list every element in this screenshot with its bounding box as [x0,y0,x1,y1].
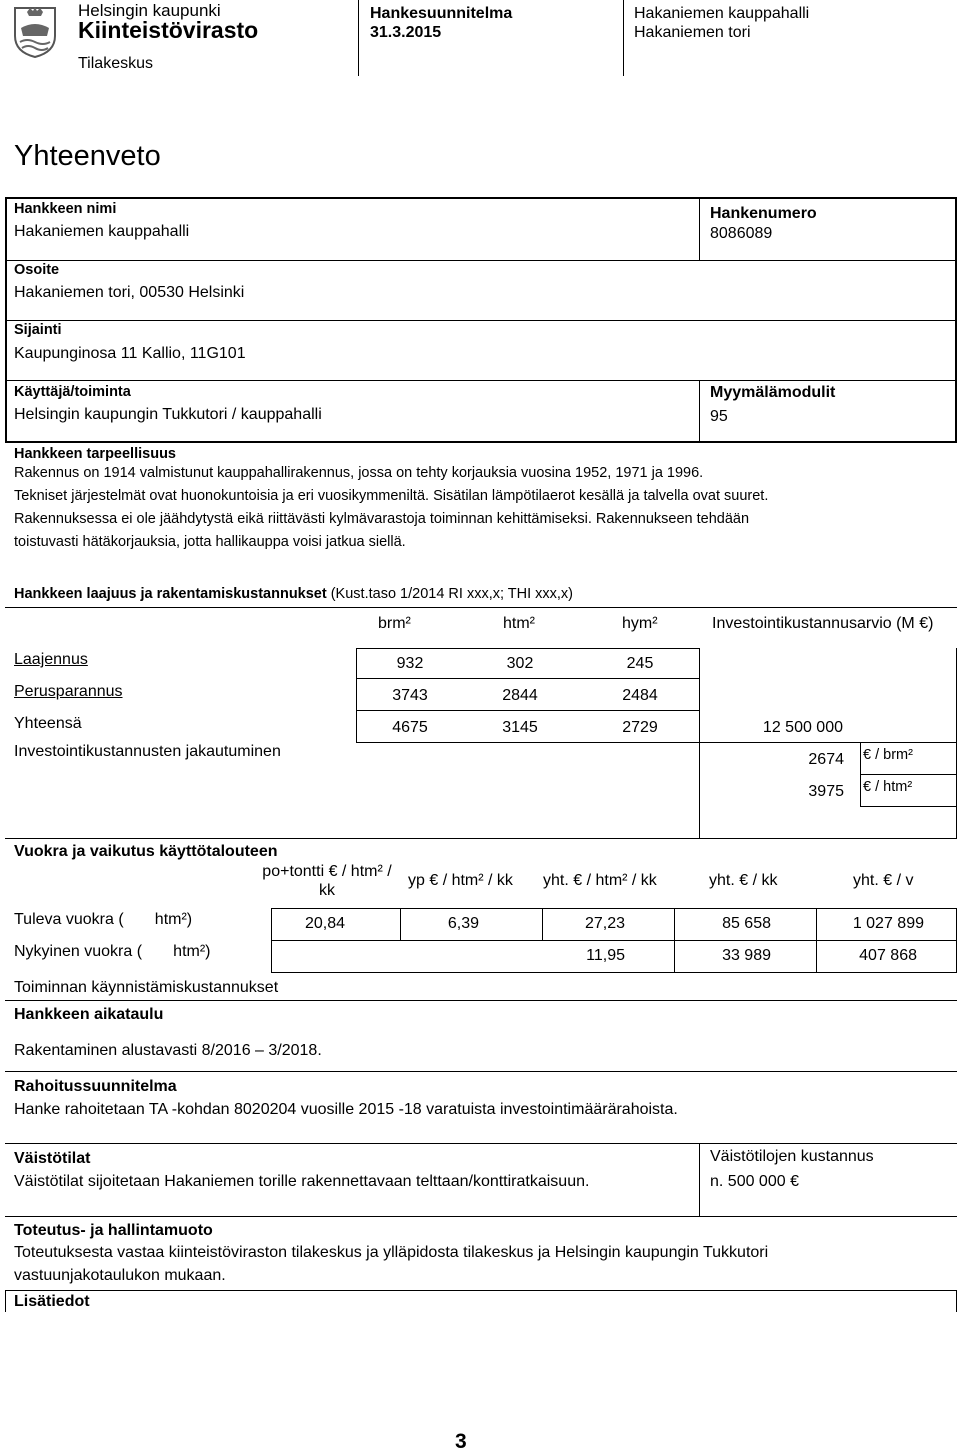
need-line-4: toistuvasti hätäkorjauksia, jotta hallikauppa voisi jatkua siellä. [14,534,406,550]
rent-cell: 85 658 [722,915,771,932]
temp-text: Väistötilat sijoitetaan Hakaniemen torille rakennettavaan telttaan/konttiratkaisuun. [14,1173,590,1190]
scope-cell: 4675 [392,719,428,736]
additional-info-label: Lisätiedot [14,1293,90,1310]
rent-row-label: Nykyinen vuokra ( htm²) [14,943,211,960]
city-crest-logo [12,6,58,58]
scope-cell: 932 [396,655,424,672]
scope-col-hym: hym² [622,615,658,632]
org-department: Kiinteistövirasto [78,17,259,43]
need-line-1: Rakennus on 1914 valmistunut kauppahallirakennus, jossa on tehty korjauksia vuosina 1952, 1971 ja 1996. [14,465,704,481]
scope-col-cost: Investointikustannusarvio (M €) [712,615,934,632]
doc-date: 31.3.2015 [370,24,442,41]
scope-total-cost: 12 500 000 [762,719,843,736]
rent-title: Vuokra ja vaikutus käyttötalouteen [14,843,278,860]
scope-cell: 2844 [502,687,538,704]
rent-col-header: yht. € / kk [709,872,778,889]
distribution-label: Investointikustannusten jakautuminen [14,743,281,760]
address-label: Osoite [14,262,60,278]
project-name-label: Hankkeen nimi [14,201,117,217]
scope-title-rest: (Kust.taso 1/2014 RI xxx,x; THI xxx,x) [326,586,574,602]
need-line-2: Tekniset järjestelmät ovat huonokuntoisia ja eri vuosikymmeniltä. Sisätilan lämpötilaerot kesällä ja talvella ovat suuret. [14,488,769,504]
project-number-label: Hankenumero [710,205,817,222]
scope-cell: 302 [506,655,534,672]
rent-col-header-text: po+tontti € / htm² / kk [262,863,392,899]
rent-col-header [262,862,392,900]
rent-cell: 20,84 [304,915,345,932]
funding-text: Hanke rahoitetaan TA -kohdan 8020204 vuosille 2015 -18 varatuista investointimäärärahoista. [14,1101,678,1118]
rent-cell: 11,95 [586,947,625,964]
scope-cell: 3743 [392,687,428,704]
distribution-value: 3975 [808,783,844,800]
rent-cell: 6,39 [447,915,479,932]
distribution-unit: € / brm² [863,747,913,763]
rent-cell: 33 989 [722,947,771,964]
scope-row-label: Yhteensä [14,715,82,732]
scope-cell: 2484 [622,687,658,704]
scope-row-label: Perusparannus [14,683,123,700]
header-project-place: Hakaniemen tori [634,24,751,41]
scope-cell: 245 [626,655,654,672]
scope-col-htm: htm² [503,615,535,632]
startup-costs-label: Toiminnan käynnistämiskustannukset [14,979,279,996]
doc-type: Hankesuunnitelma [370,5,513,22]
page-number: 3 [455,1430,467,1453]
implementation-line-2: vastuunjakotaulukon mukaan. [14,1267,226,1284]
need-label: Hankkeen tarpeellisuus [14,446,176,462]
address-value: Hakaniemen tori, 00530 Helsinki [14,284,245,301]
location-label: Sijainti [14,322,62,338]
schedule-label: Hankkeen aikataulu [14,1006,164,1023]
modules-label: Myymälämodulit [710,384,836,401]
distribution-unit: € / htm² [863,779,913,795]
rent-col-header: yht. € / v [853,872,914,889]
scope-col-brm: brm² [378,615,411,632]
scope-title-bold: Hankkeen laajuus ja rakentamiskustannukset [14,586,327,602]
temp-cost-label: Väistötilojen kustannus [710,1148,874,1165]
user-value: Helsingin kaupungin Tukkutori / kauppahalli [14,406,322,423]
need-line-3: Rakennuksessa ei ole jäähdytystä eikä riittävästi kylmävarastoja toiminnan kehittämiseksi. Rakennukseen tehdään [14,511,750,527]
org-name: Helsingin kaupunki [78,1,221,20]
scope-cell: 3145 [502,719,538,736]
project-number-value: 8086089 [710,225,773,242]
org-unit: Tilakeskus [78,55,153,72]
scope-row-label: Laajennus [14,651,88,668]
distribution-value: 2674 [808,751,844,768]
funding-label: Rahoitussuunnitelma [14,1078,177,1095]
header-project-name: Hakaniemen kauppahalli [634,5,810,22]
rent-cell: 1 027 899 [852,915,924,932]
rent-col-header: yht. € / htm² / kk [543,872,657,889]
schedule-text: Rakentaminen alustavasti 8/2016 – 3/2018. [14,1042,322,1059]
modules-value: 95 [710,408,728,425]
rent-col-header: yp € / htm² / kk [408,872,513,889]
project-name-value: Hakaniemen kauppahalli [14,223,190,240]
implementation-label: Toteutus- ja hallintamuoto [14,1222,213,1239]
implementation-line-1: Toteutuksesta vastaa kiinteistöviraston tilakeskus ja ylläpidosta tilakeskus ja Helsingin kaupungin Tukkutori [14,1244,769,1261]
location-value: Kaupunginosa 11 Kallio, 11G101 [14,345,246,362]
user-label: Käyttäjä/toiminta [14,384,131,400]
temp-cost-value: n. 500 000 € [710,1173,799,1190]
scope-cell: 2729 [622,719,658,736]
rent-row-label: Tuleva vuokra ( htm²) [14,911,193,928]
page-title: Yhteenveto [14,140,161,172]
rent-cell: 407 868 [859,947,917,964]
temp-label: Väistötilat [14,1150,91,1167]
scope-title [14,586,573,602]
rent-cell: 27,23 [584,915,625,932]
